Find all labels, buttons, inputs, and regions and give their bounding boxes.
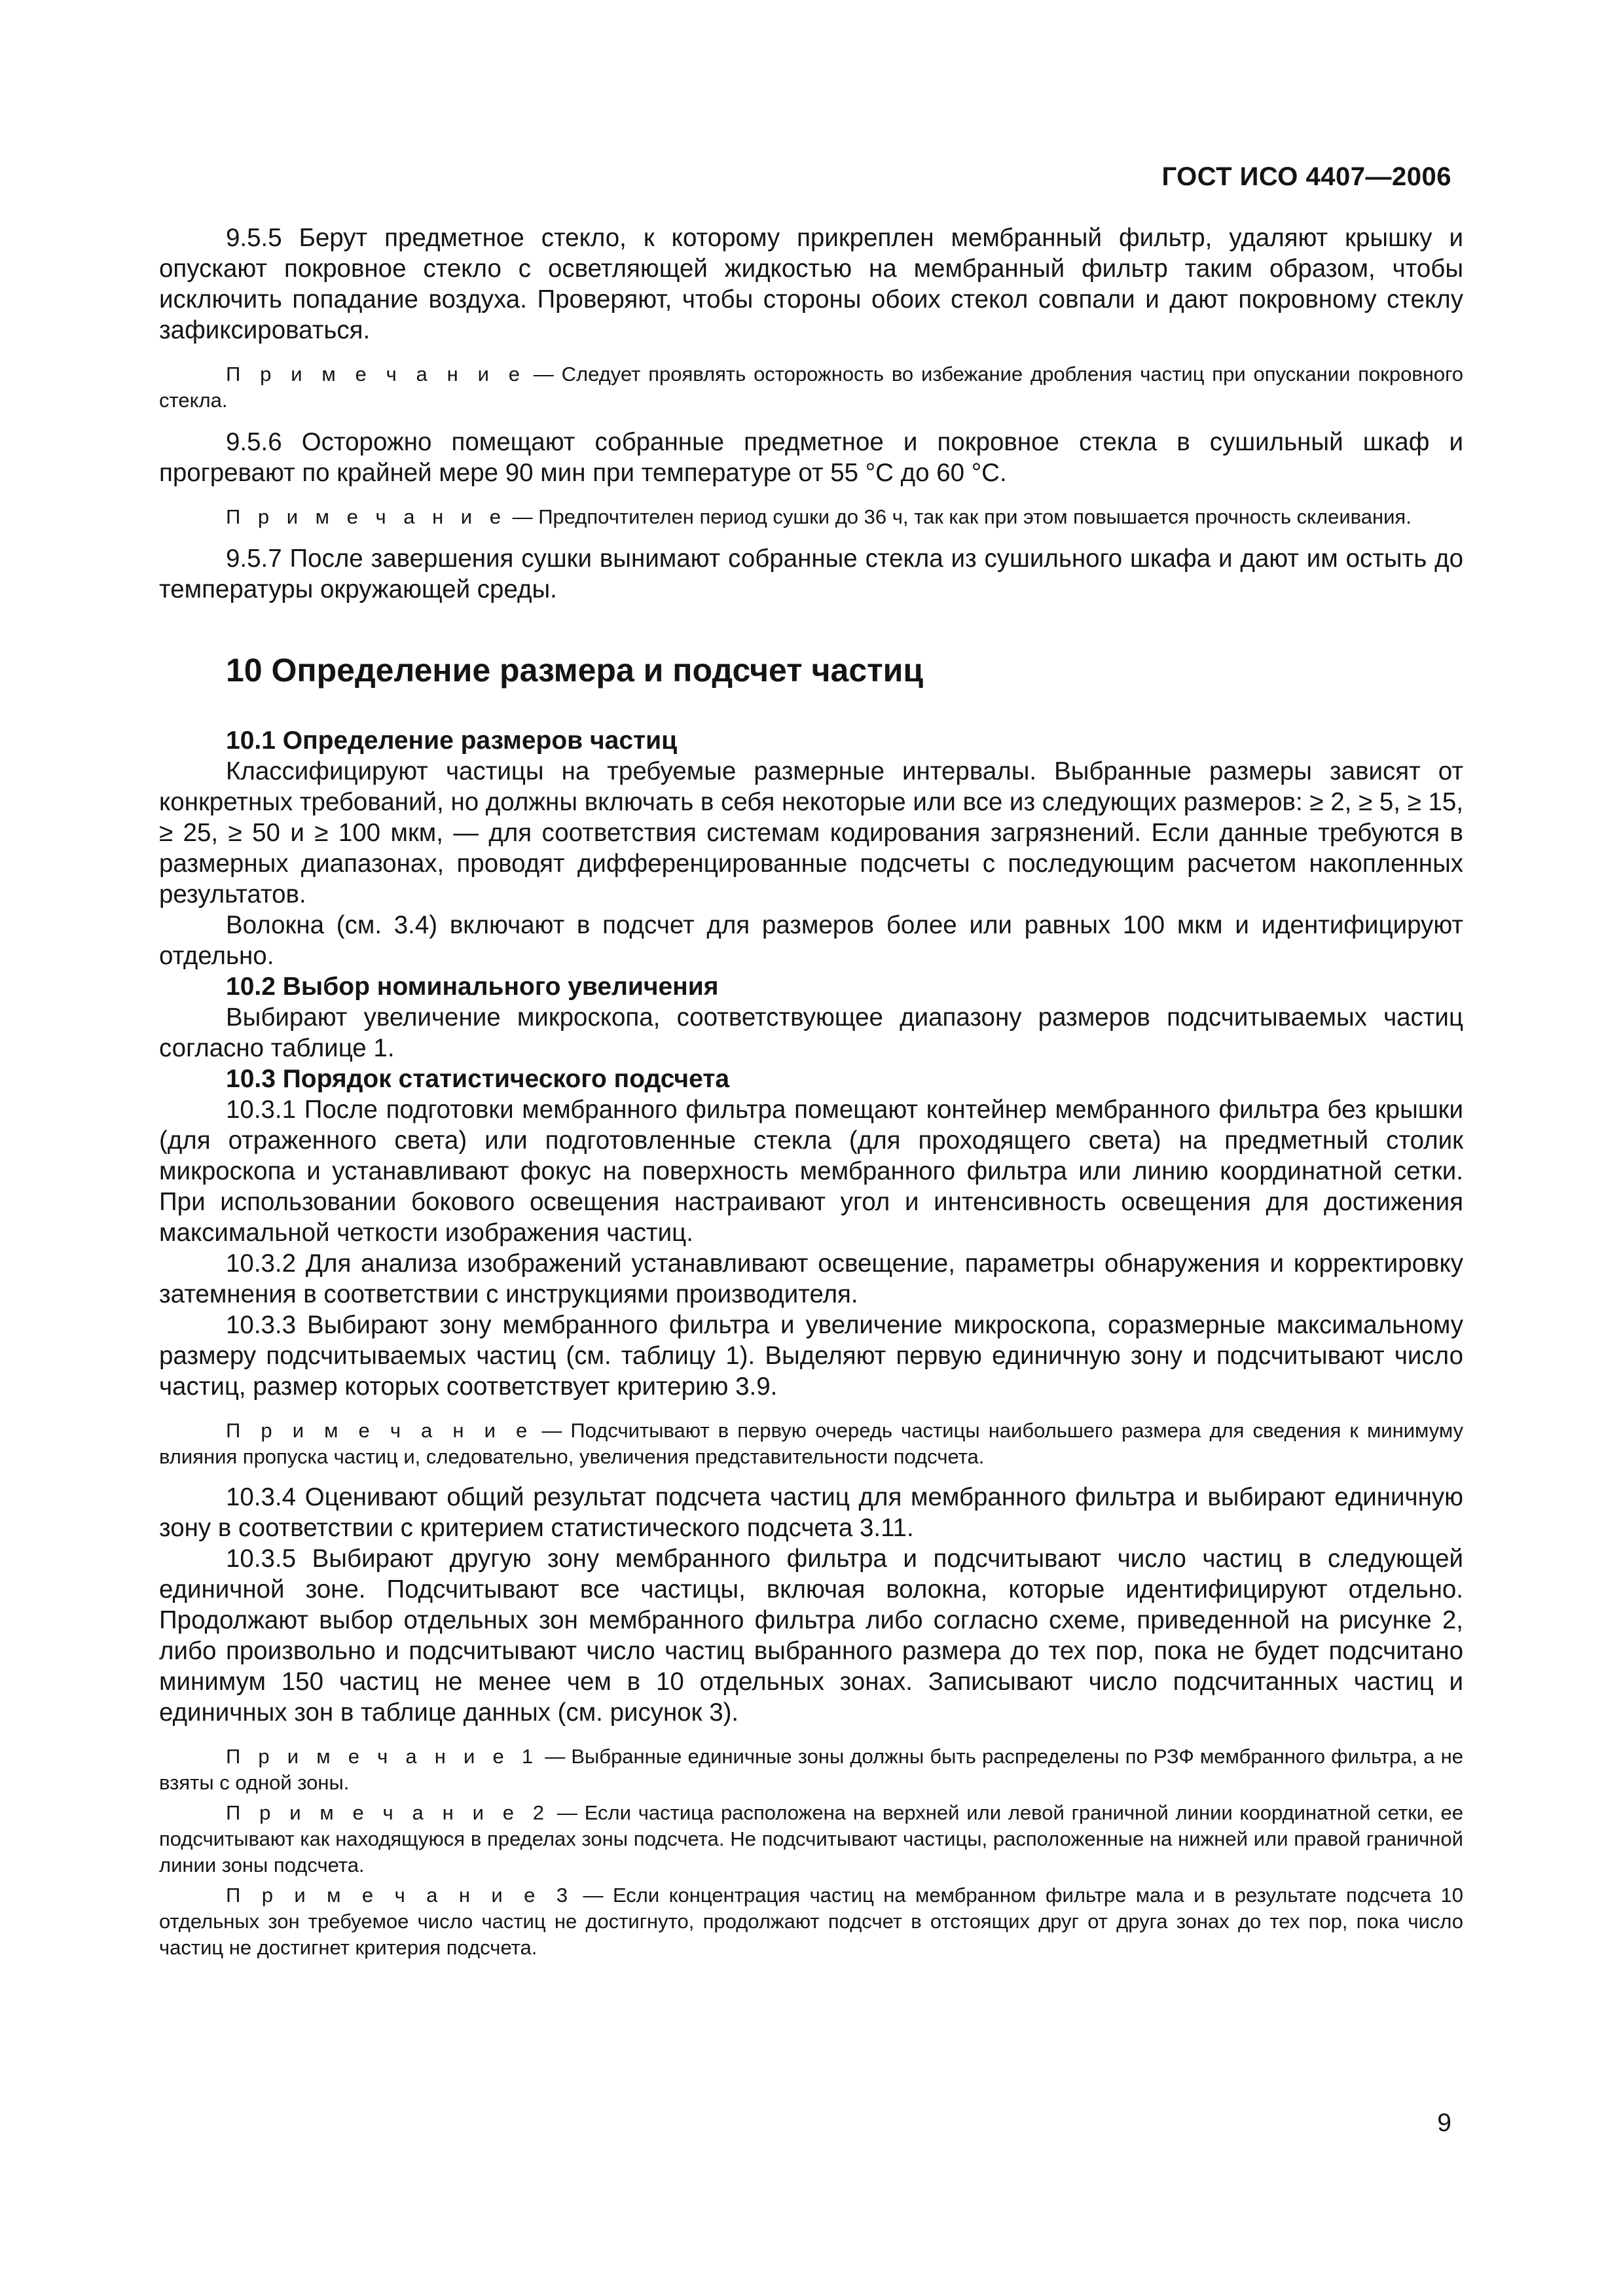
note-label: П р и м е ч а н и е bbox=[226, 1419, 534, 1442]
note-9-5-5: П р и м е ч а н и е — Следует проявлять осторожность во избежание дробления частиц при опускании покровного стекла. bbox=[159, 363, 1464, 412]
note-label: П р и м е ч а н и е bbox=[226, 505, 507, 528]
note-9-5-6: П р и м е ч а н и е — Предпочтителен период сушки до 36 ч, так как при этом повышается прочность склеивания. bbox=[226, 505, 1412, 528]
subsection-title-10-2: 10.2 Выбор номинального увеличения bbox=[226, 973, 719, 1001]
paragraph-9-5-7: 9.5.7 После завершения сушки вынимают собранные стекла из сушильного шкафа и дают им остыть до температуры окружающей среды. bbox=[159, 545, 1463, 603]
paragraph-9-5-6: 9.5.6 Осторожно помещают собранные предметное и покровное стекла в сушильный шкаф и прогревают по крайней мере 90 мин при температуре от 55 °С до 60 °С. bbox=[159, 428, 1463, 487]
subsection-title-10-3: 10.3 Порядок статистического подсчета bbox=[226, 1065, 730, 1093]
paragraph-10-1-a: Классифицируют частицы на требуемые размерные интервалы. Выбранные размеры зависят от конкретных требований, но должны включать в себя некоторые или все из следующих размеров: ≥ 2, ≥ 5, ≥ 15, ≥ 25, ≥ 50 и ≥ 100 мкм, — для соответствия системам кодирования загрязнений. Если данные требуются в размерных диапазонах, проводят дифференцированные подсчеты с последующим расчетом накопленных результатов. bbox=[159, 757, 1463, 908]
paragraph-10-3-3: 10.3.3 Выбирают зону мембранного фильтра и увеличение микроскопа, соразмерные максимальному размеру подсчитываемых частиц (см. таблицу 1). Выделяют первую единичную зону и подсчитывают число частиц, размер которых соответствует критерию 3.9. bbox=[159, 1311, 1463, 1401]
paragraph-9-5-5: 9.5.5 Берут предметное стекло, к которому прикреплен мембранный фильтр, удаляют крышку и опускают покровное стекло с осветляющей жидкостью на мембранный фильтр таким образом, чтобы исключить попадание воздуха. Проверяют, чтобы стороны обоих стекол совпали и дают покровному стеклу зафиксироваться. bbox=[159, 224, 1463, 344]
note-2: П р и м е ч а н и е 2 — Если частица расположена на верхней или левой граничной линии координатной сетки, ее подсчитывают как находящуюся в пределах зоны подсчета. Не подсчитывают частицы, расположенные на нижней или правой граничной линии зоны подсчета. bbox=[159, 1801, 1463, 1876]
paragraph-10-1-b: Волокна (см. 3.4) включают в подсчет для размеров более или равных 100 мкм и идентифицируют отдельно. bbox=[159, 911, 1463, 970]
paragraph-10-3-1: 10.3.1 После подготовки мембранного фильтра помещают контейнер мембранного фильтра без крышки (для отраженного света) или подготовленные стекла (для проходящего света) на предметный столик микроскопа и устанавливают фокус на поверхность мембранного фильтра или линию координатной сетки. При использовании бокового освещения настраивают угол и интенсивность освещения для достижения максимальной четкости изображения частиц. bbox=[159, 1096, 1463, 1247]
page-number: 9 bbox=[1437, 2109, 1451, 2137]
paragraph-10-3-4: 10.3.4 Оценивают общий результат подсчета частиц для мембранного фильтра и выбирают единичную зону в соответствии с критерием статистического подсчета 3.11. bbox=[159, 1483, 1463, 1542]
document-header: ГОСТ ИСО 4407—2006 bbox=[1161, 162, 1451, 191]
note-label: П р и м е ч а н и е 3 bbox=[226, 1884, 574, 1907]
note-10-3-3: П р и м е ч а н и е — Подсчитывают в первую очередь частицы наибольшего размера для сведения к минимуму влияния пропуска частиц и, следовательно, увеличения представительности подсчета. bbox=[159, 1419, 1463, 1468]
paragraph-10-3-2: 10.3.2 Для анализа изображений устанавливают освещение, параметры обнаружения и корректировку затемнения в соответствии с инструкциями производителя. bbox=[159, 1249, 1463, 1308]
note-3: П р и м е ч а н и е 3 — Если концентрация частиц на мембранном фильтре мала и в результате подсчета 10 отдельных зон требуемое число частиц не достигнуто, продолжают подсчет в отстоящих друг от друга зонах до тех пор, пока число частиц не достигнет критерия подсчета. bbox=[159, 1884, 1463, 1959]
note-1: П р и м е ч а н и е 1 — Выбранные единичные зоны должны быть распределены по РЗФ мембранного фильтра, а не взяты с одной зоны. bbox=[159, 1745, 1463, 1794]
note-label: П р и м е ч а н и е bbox=[226, 363, 526, 386]
page-content bbox=[159, 223, 1463, 1961]
section-title-10: 10 Определение размера и подсчет частиц bbox=[226, 652, 924, 689]
subsection-title-10-1: 10.1 Определение размеров частиц bbox=[226, 726, 678, 755]
note-label: П р и м е ч а н и е 2 bbox=[226, 1801, 551, 1824]
note-label: П р и м е ч а н и е 1 bbox=[226, 1745, 539, 1768]
paragraph-10-2: Выбирают увеличение микроскопа, соответствующее диапазону размеров подсчитываемых частиц согласно таблице 1. bbox=[159, 1003, 1463, 1062]
paragraph-10-3-5: 10.3.5 Выбирают другую зону мембранного фильтра и подсчитывают число частиц в следующей единичной зоне. Подсчитывают все частицы, включая волокна, которые идентифицируют отдельно. Продолжают выбор отдельных зон мембранного фильтра либо согласно схеме, приведенной на рисунке 2, либо произвольно и подсчитывают число частиц выбранного размера до тех пор, пока не будет подсчитано минимум 150 частиц не менее чем в 10 отдельных зонах. Записывают число подсчитанных частиц и единичных зон в таблице данных (см. рисунок 3). bbox=[159, 1545, 1463, 1727]
